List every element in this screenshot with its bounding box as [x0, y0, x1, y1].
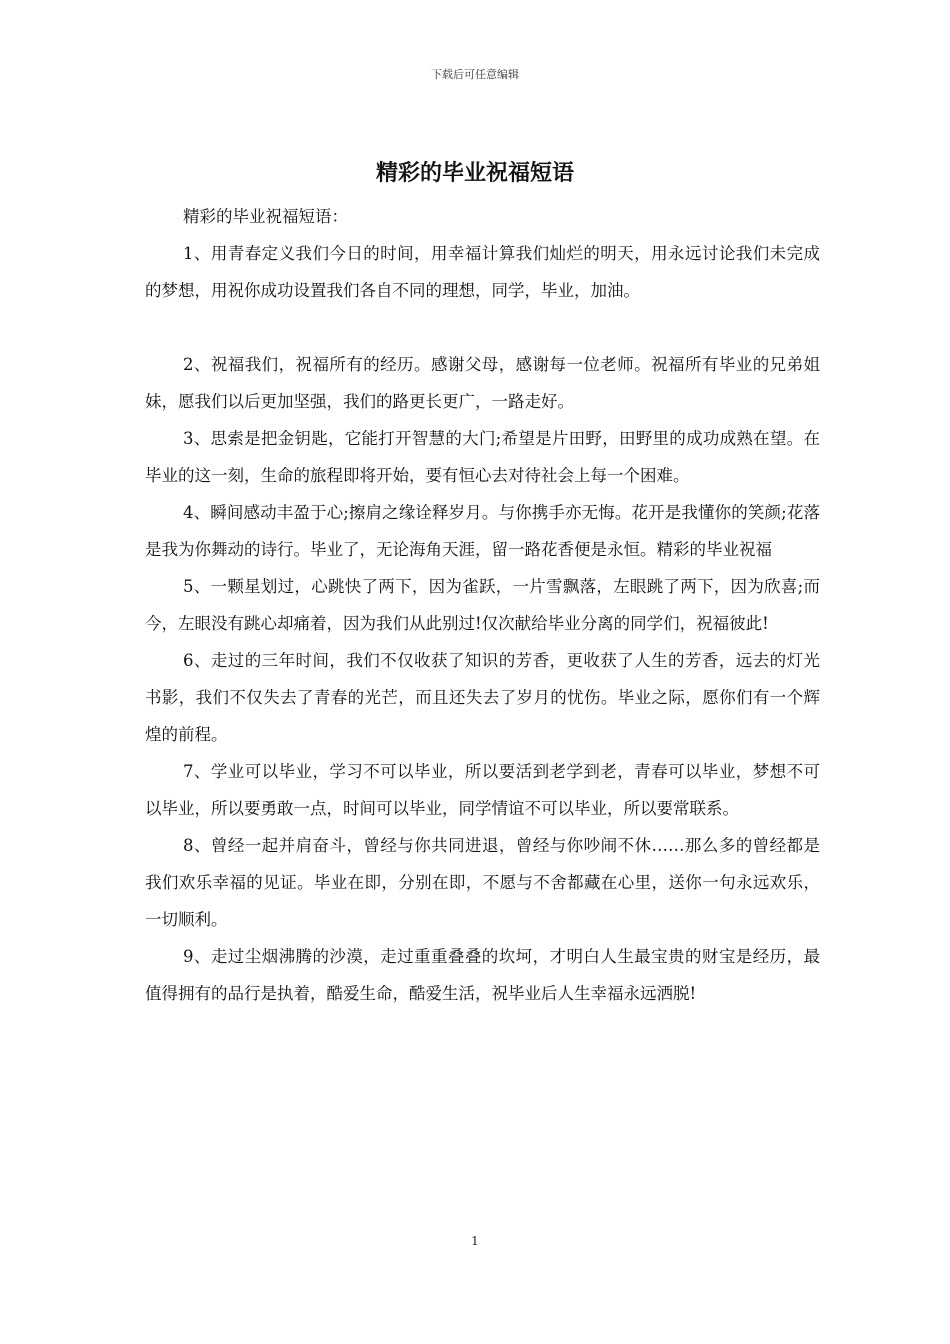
intro-paragraph: 精彩的毕业祝福短语： — [183, 207, 348, 226]
paragraph-9: 9、走过尘烟沸腾的沙漠，走过重重叠叠的坎坷，才明白人生最宝贵的财宝是经历，最值得拥有的品行是执着，酷爱生命，酷爱生活，祝毕业后人生幸福永远洒脱! — [145, 947, 820, 1003]
header-note: 下载后可任意编辑 — [431, 68, 519, 81]
document-title: 精彩的毕业祝福短语 — [375, 160, 574, 186]
paragraph-6: 6、走过的三年时间，我们不仅收获了知识的芳香，更收获了人生的芳香，远去的灯光书影，我们不仅失去了青春的光芒，而且还失去了岁月的忧伤。毕业之际，愿你们有一个辉煌的前程。 — [145, 651, 820, 744]
page-number: 1 — [471, 1234, 479, 1248]
paragraph-1: 1、用青春定义我们今日的时间，用幸福计算我们灿烂的明天，用永远讨论我们未完成的梦想，用祝你成功设置我们各自不同的理想，同学，毕业，加油。 — [145, 244, 820, 300]
paragraph-3: 3、思索是把金钥匙，它能打开智慧的大门;希望是片田野，田野里的成功成熟在望。在毕业的这一刻，生命的旅程即将开始，要有恒心去对待社会上每一个困难。 — [145, 429, 820, 485]
paragraph-4: 4、瞬间感动丰盈于心;擦肩之缘诠释岁月。与你携手亦无悔。花开是我懂你的笑颜;花落是我为你舞动的诗行。毕业了，无论海角天涯，留一路花香便是永恒。精彩的毕业祝福 — [145, 503, 820, 559]
document-body — [145, 198, 820, 1012]
paragraph-5: 5、一颗星划过，心跳快了两下，因为雀跃，一片雪飘落，左眼跳了两下，因为欣喜;而今，左眼没有跳心却痛着，因为我们从此别过!仅次献给毕业分离的同学们，祝福彼此! — [145, 577, 820, 633]
paragraph-7: 7、学业可以毕业，学习不可以毕业，所以要活到老学到老，青春可以毕业，梦想不可以毕业，所以要勇敢一点，时间可以毕业，同学情谊不可以毕业，所以要常联系。 — [145, 762, 820, 818]
paragraph-2: 2、祝福我们，祝福所有的经历。感谢父母，感谢每一位老师。祝福所有毕业的兄弟姐妹，愿我们以后更加坚强，我们的路更长更广，一路走好。 — [145, 355, 820, 411]
paragraph-8: 8、曾经一起并肩奋斗，曾经与你共同进退，曾经与你吵闹不休……那么多的曾经都是我们欢乐幸福的见证。毕业在即，分别在即，不愿与不舍都藏在心里，送你一句永远欢乐，一切顺利。 — [145, 836, 820, 929]
